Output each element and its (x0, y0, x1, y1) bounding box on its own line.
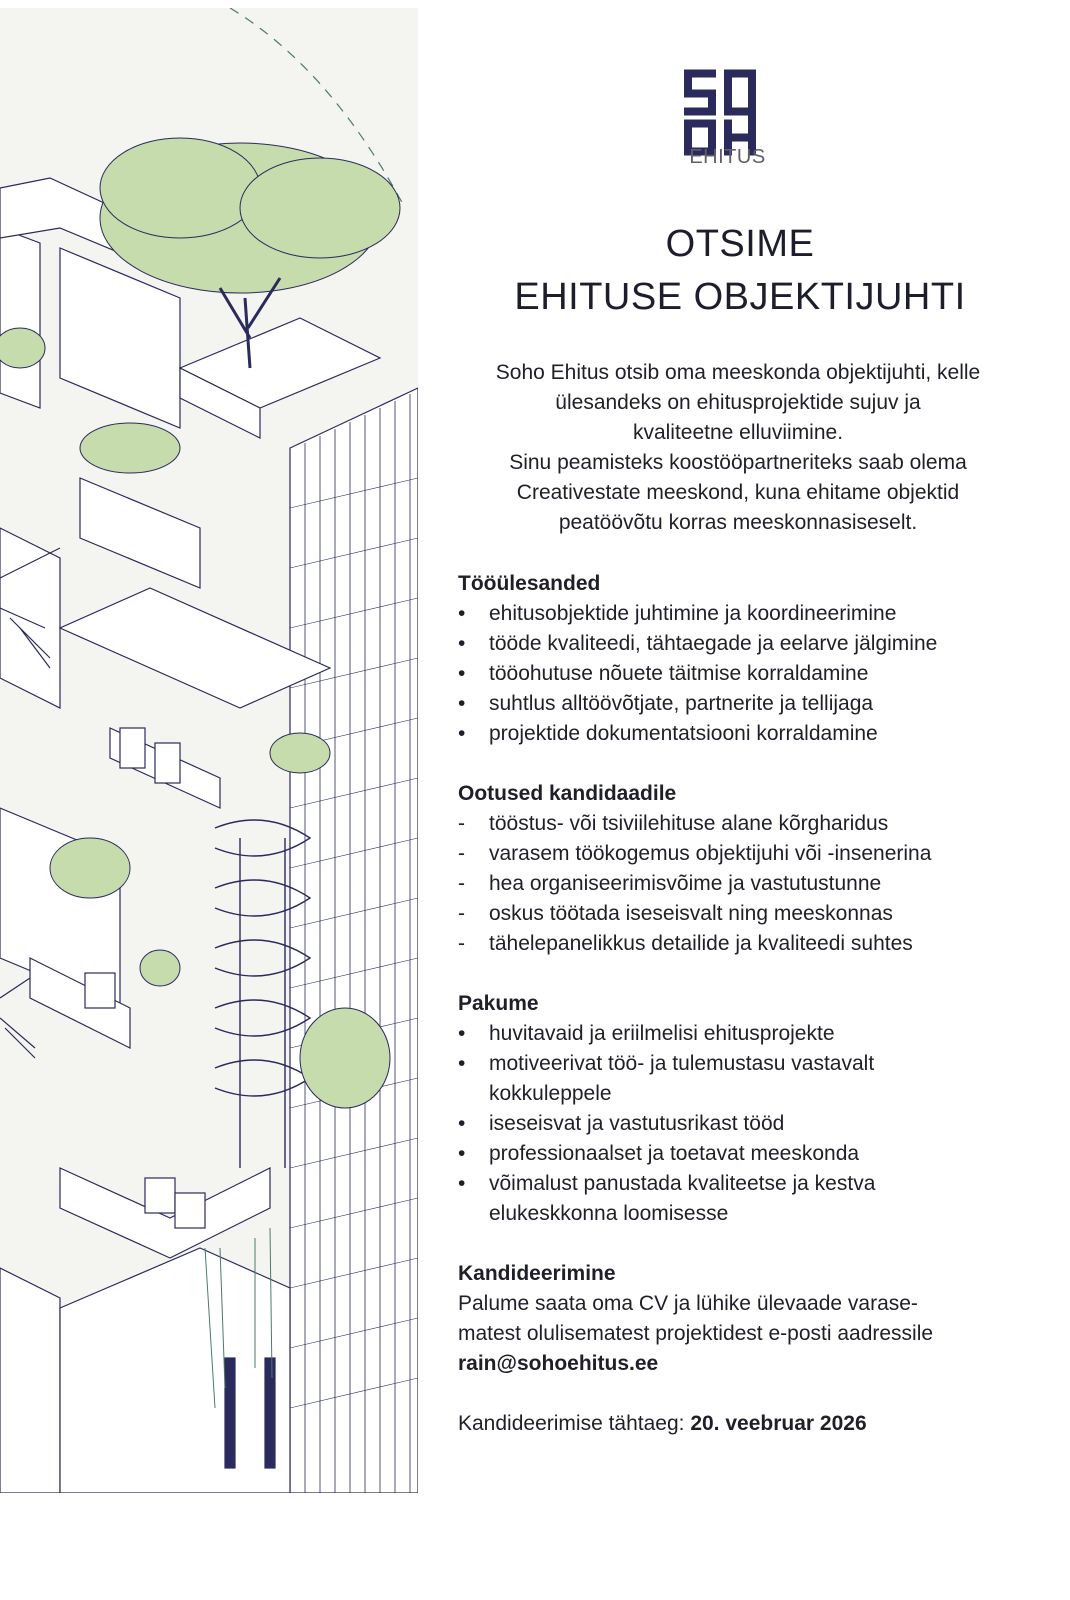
application-text-line: Palume saata oma CV ja lühike ülevaade varase- (458, 1292, 918, 1315)
heading-top: OTSIME (665, 223, 815, 265)
list-item: - tööstus- või tsiviilehituse alane kõrgharidus (458, 809, 1018, 839)
list-item: • motiveerivat töö- ja tulemustasu vastavalt kokkuleppele (458, 1049, 928, 1109)
list-item: • suhtlus alltöövõtjate, partnerite ja tellijaga (458, 689, 1018, 719)
list-item: • tööde kvaliteedi, tähtaegade ja eelarve jälgimine (458, 629, 1018, 659)
offer-list (458, 1019, 928, 1229)
building-illustration (0, 8, 418, 1493)
list-item: • tööohutuse nõuete täitmise korraldamine (458, 659, 1018, 689)
application-title: Kandideerimine (458, 1262, 616, 1285)
list-item: - oskus töötada iseseisvalt ning meeskonnas (458, 899, 1018, 929)
intro-line: kvaliteetne elluviimine. (632, 421, 844, 444)
intro-line: ülesandeks on ehitusprojektide sujuv ja (555, 391, 921, 414)
intro-line: Creativestate meeskond, kuna ehitame objektid (516, 481, 960, 504)
logo-subtitle: EHITUS (689, 146, 766, 168)
offer-title: Pakume (458, 992, 539, 1015)
list-item: • professionaalset ja toetavat meeskonda (458, 1139, 928, 1169)
page-heading (430, 222, 1050, 322)
list-item: • võimalust panustada kvaliteetse ja kestva elukeskkonna loomisesse (458, 1169, 928, 1229)
list-item: - varasem töökogemus objektijuhi või -insenerina (458, 839, 1018, 869)
deadline-label: Kandideerimise tähtaeg: (458, 1412, 685, 1435)
duties-title: Tööülesanded (458, 572, 601, 595)
list-item: - hea organiseerimisvõime ja vastutustunne (458, 869, 1018, 899)
expectations-title: Ootused kandidaadile (458, 782, 677, 805)
contact-email[interactable]: rain@sohoehitus.ee (458, 1352, 659, 1375)
list-item: • projektide dokumentatsiooni korraldamine (458, 719, 1018, 749)
isometric-building-drawing (0, 8, 418, 1493)
expectations-list (458, 809, 1018, 959)
page-title: EHITUSE OBJEKTIJUHTI (514, 276, 966, 318)
deadline-date: 20. veebruar 2026 (690, 1412, 867, 1435)
deadline (458, 1409, 1018, 1439)
intro-line: Soho Ehitus otsib oma meeskonda objektijuhti, kelle (495, 361, 981, 384)
list-item: - tähelepanelikkus detailide ja kvaliteedi suhtes (458, 929, 1018, 959)
application-text-line: matest olulisematest projektidest e-posti aadressile (458, 1322, 934, 1345)
intro-line: Sinu peamisteks koostööpartneriteks saab olema (509, 451, 967, 474)
job-ad-content (458, 358, 1018, 1439)
intro-paragraph (458, 358, 1018, 538)
list-item: • iseseisvat ja vastutusrikast tööd (458, 1109, 928, 1139)
list-item: • ehitusobjektide juhtimine ja koordineerimine (458, 599, 1018, 629)
duties-list (458, 599, 1018, 749)
list-item: • huvitavaid ja eriilmelisi ehitusprojekte (458, 1019, 928, 1049)
intro-line: peatöövõtu korras meeskonnasiseselt. (558, 511, 918, 534)
